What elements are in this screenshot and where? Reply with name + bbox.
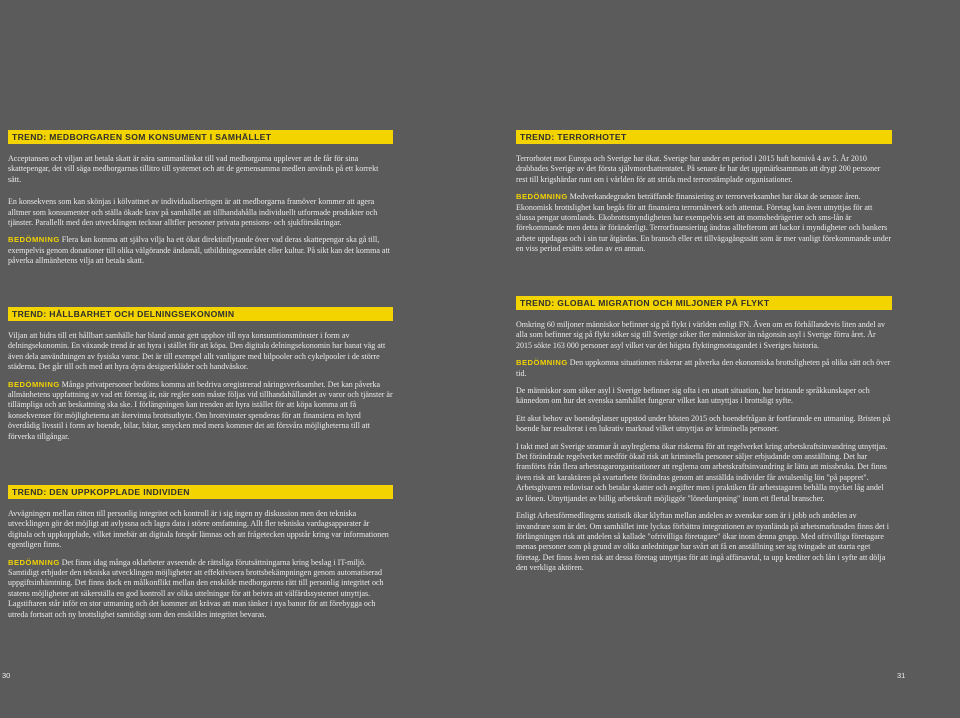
trend-uppkopplade-section: [8, 485, 393, 627]
section-header: [8, 307, 393, 321]
assessment-label: BEDÖMNING: [516, 192, 568, 202]
paragraph: [8, 235, 393, 266]
section-header: [516, 130, 892, 144]
page-number-left: 30: [2, 671, 11, 680]
trend-migration-section: [516, 296, 892, 581]
paragraph: Viljan att bidra till ett hållbart samhälle har bland annat gett upphov till nya konsumtionsmönster i form av delningsekonomin. En växande trend är att hyra i stället för att köpa. Den digitala delningsekonomin har banat väg att även dela användningen av fysiska varor. Det är till exempel allt vanligare med bilpooler och cykelpooler i de större städerna. Det går till och med att hyra dyra designerkläder och handväskor.: [8, 331, 386, 372]
assessment-label: BEDÖMNING: [8, 557, 60, 567]
assessment-text: Flera kan komma att själva vilja ha ett ökat direktinflytande över vad deras skattepengar ska gå till, exempelvis genom donationer till olika välgörande ändamål, utbildningsområdet eller kultur. På sikt kan det komma att påverka allmänhetens vilja att betala skatt.: [8, 235, 390, 266]
section-header: [8, 130, 393, 144]
paragraph: Ett akut behov av boendeplatser uppstod under hösten 2015 och boendefrågan är fortfarande en utmaning. Bristen på boende har resulterat i en lukrativ marknad vilket utnyttjas av kriminella personer.: [516, 413, 891, 434]
assessment-text: Det finns idag många oklarheter avseende de rättsliga förutsättningarna kring beslag i IT-miljö. Samtidigt erbjuder den tekniska utvecklingen möjligheter att effektivisera brottsbekämpningen genom automatiserad uppgiftsinhämtning. Det finns dock en målkonflikt mellan den enskilde medborgarens rätt till personlig integritet och statens möjligheter att säkerställa en god kontroll av olika uttelningar för att beivra att välfärdssystemet utnyttjas. Lagstiftaren står inför en stor utmaning och det kommer att krävas att man tänker i nya banor för att förebygga och utreda fortsatt och ny brottslighet samtidigt som den enskildes integritet bevaras.: [8, 557, 384, 619]
paragraph: [516, 358, 892, 379]
paragraph: [516, 192, 892, 254]
section-title: TREND: HÅLLBARHET OCH DELNINGSEKONOMIN: [12, 309, 235, 319]
assessment-text: Den uppkomna situationen riskerar att påverka den ekonomiska brottsligheten på olika sätt och över tid.: [516, 358, 891, 378]
paragraph: Enligt Arbetsförmedlingens statistik ökar klyftan mellan andelen av svenskar som är i jobb och andelen av invandrare som är det. Om samhället inte lyckas förbättra integrationen av nyanlända på arbetsmarknaden finns det i förlängningen risk att andelen så kallade "ofrivilliga företagare" ökar inom denna grupp. Med ofrivilliga företagare menas personer som på grund av olika anledningar har svårt att få en anställning ser sig tvingade att starta eget företag. Det finns även risk att dessa företag utnyttjas för att ingå affärsavtal, ta upp krediter och lån i syfte att dölja den verkliga aktören.: [516, 511, 889, 573]
paragraph: Acceptansen och viljan att betala skatt är nära sammanlänkat till vad medborgarna upplever att de får för sina skattepengar, det vill säga medborgarnas tillitro till systemet och att de gemensamma medlen används på ett korrekt sätt.: [8, 154, 379, 184]
page-number-right: 31: [897, 671, 906, 680]
paragraph: [8, 380, 393, 442]
paragraph: Omkring 60 miljoner människor befinner sig på flykt i världen enligt FN. Även om en förhållandevis liten andel av alla som befinner sig på flykt söker sig till Sverige söker fler människor än någonsin asyl i Sverige förra året. År 2015 sökte 163 000 personer asyl vilket var det högsta flyktingmottagandet i Sveriges historia.: [516, 320, 886, 350]
section-title: TREND: MEDBORGAREN SOM KONSUMENT I SAMHÄLLET: [12, 132, 272, 142]
section-title: TREND: DEN UPPKOPPLADE INDIVIDEN: [12, 487, 190, 497]
section-header: [516, 296, 892, 310]
paragraph: I takt med att Sverige stramar åt asylreglerna ökar riskerna för att regelverket kring arbetskraftsinvandring utnyttjas. Det förändrade regelverket medför ökad risk att kriminella personer säljer erbjudande om anställning. Det har framförts från flera arbetstagarorganisationer att reglerna om arbetskraftsinvandring är lätta att missbruka. Det finns även risk att karaktären på svartarbete förändras genom att anställda individer får avtalsenlig lön "på pappret". Arbetsgivaren redovisar och betalar skatter och avgifter men i praktiken får arbetstagaren behålla mycket låg andel av lönen. Utnyttjandet av billig arbetskraft möjliggör "lönedumpning" inom ett flertal branscher.: [516, 441, 888, 503]
section-title: TREND: GLOBAL MIGRATION OCH MILJONER PÅ FLYKT: [520, 298, 770, 308]
trend-terrorhotet-section: [516, 130, 892, 262]
assessment-label: BEDÖMNING: [516, 358, 568, 368]
assessment-text: Medverkandegraden beträffande finansiering av terrorverksamhet har ökat de senaste åren. Ekonomisk brottslighet kan begås för att finansiera terrornätverk och attentat. Företag kan även utnyttjas för att slussa pengar utomlands. Ekobrottsmyndigheten har exempelvis sett att momsbedrägerier och sms-lån är förekommande men detta är föränderligt. Terrorfinansiering ändras alltefterom att luckor i myndigheter och bankers arbete uppdagas och i sin tur åtgärdas. En bransch eller ett tillvägagångssätt som är mer vanligt förekommande under en viss period ersätts sedan av en annan.: [516, 192, 891, 254]
trend-medborgaren-section: [8, 130, 393, 274]
trend-hallbarhet-section: [8, 307, 393, 449]
section-title: TREND: TERRORHOTET: [520, 132, 627, 142]
paragraph: [8, 558, 393, 620]
section-header: [8, 485, 393, 499]
assessment-label: BEDÖMNING: [8, 235, 60, 245]
assessment-text: Många privatpersoner bedöms komma att bedriva oregistrerad näringsverksamhet. Det kan påverka allmänhetens uppfattning av vad ett företag är, när regler som måste följas vid tillhandahållandet av varor och tjänster är tillämpliga och att beskattning ska ske. I förlängningen kan trenden att hyra istället för att köpa komma att få konsekvenser för möjligheterna att återvinna brottsutbyte. Om brottvinster spenderas för att finansiera en hyrd överdådig livsstil i form av boende, bilar, båtar, smycken med mera kommer det att försvåra möjligheterna till att förverka tillgångar.: [8, 379, 393, 441]
assessment-label: BEDÖMNING: [8, 379, 60, 389]
paragraph: Avvägningen mellan rätten till personlig integritet och kontroll är i sig ingen ny diskussion men den tekniska utvecklingen gör det möjligt att avlyssna och lagra data i större omfattning. Allt fler tekniska vardagsapparater är digitala och uppkopplade, vilket innebär att digitala fotspår lämnas och att frågetecken uppstår kring var informationen egentligen finns.: [8, 509, 389, 550]
paragraph: Terrorhotet mot Europa och Sverige har ökat. Sverige har under en period i 2015 haft hotnivå 4 av 5. År 2010 drabbades Sverige av det första självmordsattentatet. På senare år har det uppmärksammats att drygt 200 personer rest till krigshärdar runt om i världen för att strida med terrorstämplade organisationer.: [516, 154, 881, 184]
paragraph: En konsekvens som kan skönjas i kölvattnet av individualiseringen är att medborgarna framöver kommer att agera alltmer som konsumenter och ställa ökade krav på samhället att tillhandahålla individuellt utformade produkter och tjänster. Parallellt med den utvecklingen tecknar alltfler personer privata pensions- och sjukförsäkringar.: [8, 197, 378, 228]
paragraph: De människor som söker asyl i Sverige befinner sig ofta i en utsatt situation, har bristande språkkunskaper och kännedom om hur det svenska samhället fungerar vilket kan utnyttjas i brottsligt syfte.: [516, 386, 870, 406]
